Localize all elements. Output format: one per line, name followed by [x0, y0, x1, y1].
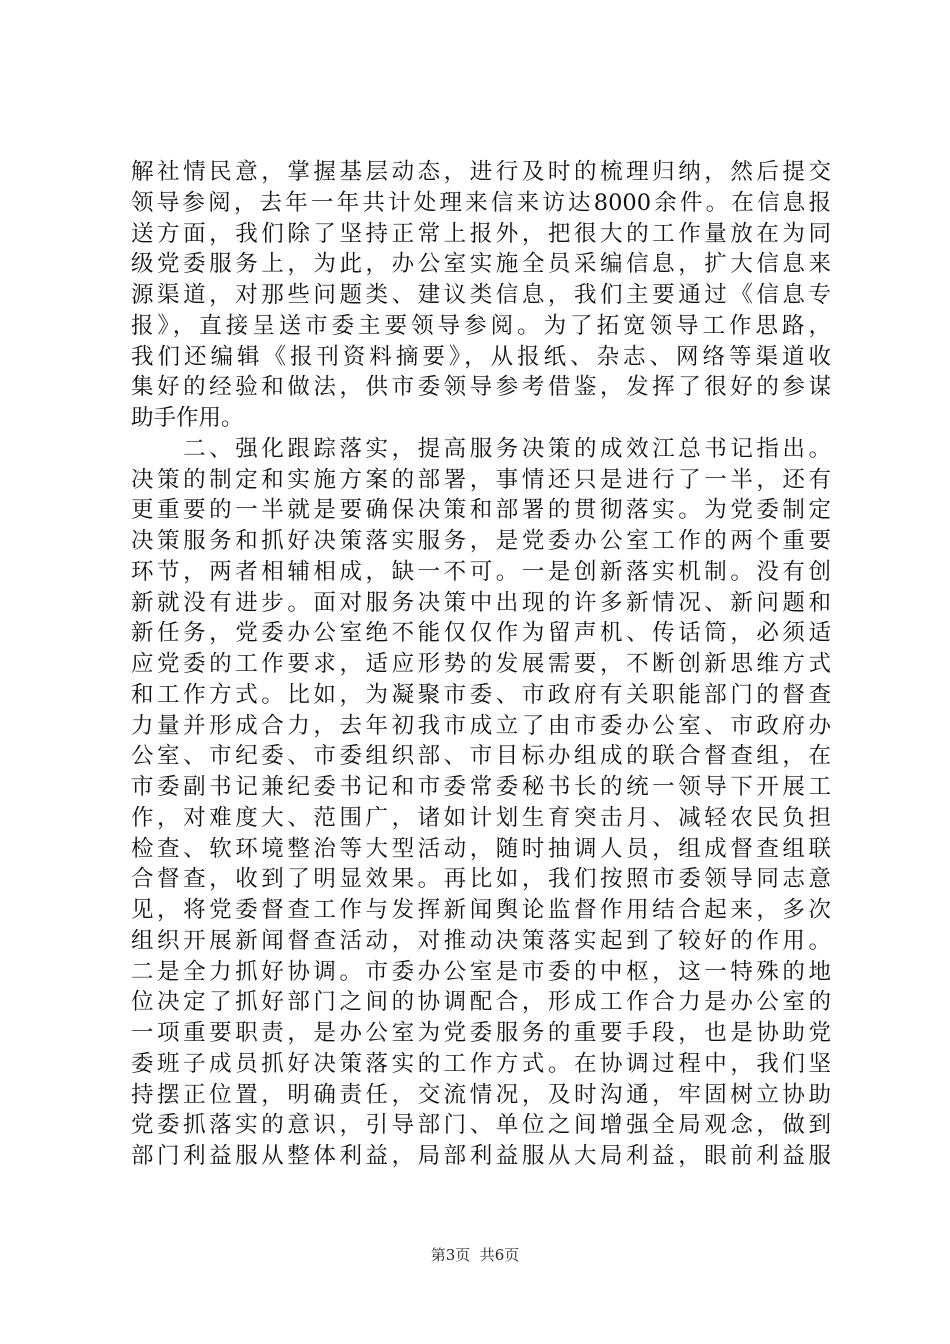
text-line: 位决定了抓好部门之间的协调配合，形成工作合力是办公室的 [131, 989, 831, 1016]
text-line: 二是全力抓好协调。市委办公室是市委的中枢，这一特殊的地 [131, 958, 831, 985]
text-line: 解社情民意，掌握基层动态，进行及时的梳理归纳，然后提交 [131, 159, 831, 185]
text-line: 组织开展新闻督查活动，对推动决策落实起到了较好的作用。 [131, 927, 831, 954]
text-line: 源渠道，对那些问题类、建议类信息，我们主要通过《信息专 [131, 282, 831, 308]
text-line: 环节，两者相辅相成，缺一不可。一是创新落实机制。没有创 [131, 558, 831, 585]
section-heading-line: 二、强化跟踪落实，提高服务决策的成效江总书记指出。 [131, 435, 831, 462]
paragraph-end-line: 助手作用。 [131, 405, 244, 431]
text-line: 我们还编辑《报刊资料摘要》，从报纸、杂志、网络等渠道收 [131, 343, 831, 370]
text-line: 级党委服务上，为此，办公室实施全员采编信息，扩大信息来 [131, 251, 831, 278]
text-line: 新任务，党委办公室绝不能仅仅作为留声机、传话筒，必须适 [131, 620, 831, 647]
page-number-footer: 第3页 共6页 [430, 1246, 520, 1264]
text-line: 检查、软环境整治等大型活动，随时抽调人员，组成督查组联 [131, 835, 831, 862]
text-line: 见，将党委督查工作与发挥新闻舆论监督作用结合起来，多次 [131, 897, 831, 923]
text-line: 决策服务和抓好决策落实服务，是党委办公室工作的两个重要 [131, 528, 831, 554]
text-line: 市委副书记兼纪委书记和市委常委秘书长的统一领导下开展工 [131, 774, 831, 800]
text-line: 集好的经验和做法，供市委领导参考借鉴，发挥了很好的参谋 [131, 374, 831, 401]
text-line: 作，对难度大、范围广，诸如计划生育突击月、减轻农民负担 [131, 804, 831, 831]
body-text [131, 157, 831, 1172]
text-line: 一项重要职责，是办公室为党委服务的重要手段，也是协助党 [131, 1020, 831, 1046]
text-line: 领导参阅，去年一年共计处理来信来访达8000余件。在信息报 [131, 189, 831, 216]
text-line: 持摆正位置，明确责任，交流情况，及时沟通，牢固树立协助 [131, 1081, 831, 1108]
text-line: 决策的制定和实施方案的部署，事情还只是进行了一半，还有 [131, 466, 831, 493]
text-line: 合督查，收到了明显效果。再比如，我们按照市委领导同志意 [131, 866, 831, 893]
text-line: 更重要的一半就是要确保决策和部署的贯彻落实。为党委制定 [131, 497, 831, 524]
text-line: 委班子成员抓好决策落实的工作方式。在协调过程中，我们坚 [131, 1050, 831, 1077]
text-line: 部门利益服从整体利益，局部利益服从大局利益，眼前利益服 [131, 1143, 831, 1169]
text-line: 新就没有进步。面对服务决策中出现的许多新情况、新问题和 [131, 589, 831, 616]
text-line: 力量并形成合力，去年初我市成立了由市委办公室、市政府办 [131, 712, 831, 739]
text-line: 党委抓落实的意识，引导部门、单位之间增强全局观念，做到 [131, 1112, 831, 1139]
text-line: 公室、市纪委、市委组织部、市目标办组成的联合督查组，在 [131, 743, 831, 770]
text-line: 应党委的工作要求，适应形势的发展需要，不断创新思维方式 [131, 651, 831, 677]
text-line: 报》，直接呈送市委主要领导参阅。为了拓宽领导工作思路， [131, 312, 831, 339]
text-line: 和工作方式。比如，为凝聚市委、市政府有关职能部门的督查 [131, 681, 831, 708]
text-line: 送方面，我们除了坚持正常上报外，把很大的工作量放在为同 [131, 220, 831, 247]
